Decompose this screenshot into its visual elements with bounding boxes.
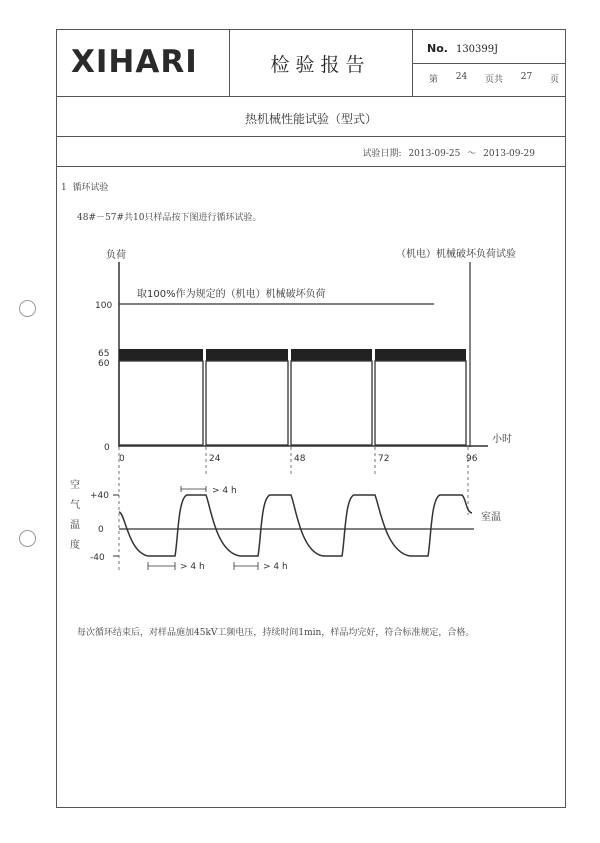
temp-axis-char: 气 [70,500,80,511]
temp-axis-char: 空 [70,480,80,491]
report-number-value: 130399J [455,44,499,55]
load-block [119,361,203,445]
x-tick-0: 0 [119,454,125,464]
duration-label: > 4 h [180,562,205,572]
tick-60: 60 [98,359,110,369]
duration-label: > 4 h [263,562,288,572]
test-date-label: 试验日期: [362,149,402,159]
x-tick-48: 48 [294,454,306,464]
page-text: 页共 [484,75,503,85]
tick-0: 0 [104,443,110,453]
x-tick-96: 96 [466,454,478,464]
page-current: 24 [455,72,468,82]
x-tick-72: 72 [378,454,390,464]
chart-title: （机电）机械破坏负荷试验 [396,249,516,260]
test-date-sep: ～ [467,149,477,159]
test-description: 48#－57#共10只样品按下图进行循环试验。 [77,213,262,223]
duration-label: > 4 h [212,486,237,496]
temp-tick-0: 0 [98,525,104,535]
page-text: 页 [549,75,559,85]
load-band [119,349,203,361]
load-annotation: 取100%作为规定的（机电）机械破坏负荷 [137,289,326,300]
load-block [291,361,372,445]
load-block [375,361,466,445]
report-title: 检验报告 [270,53,371,76]
load-band [291,349,372,361]
test-date-end: 2013-09-29 [483,149,535,159]
load-band [375,349,466,361]
temp-tick-plus40: +40 [90,491,109,501]
tick-65: 65 [98,349,110,359]
load-axis-label: 负荷 [106,250,126,261]
page-total: 27 [520,72,533,82]
temp-tick-minus40: -40 [90,553,105,563]
x-tick-24: 24 [209,454,221,464]
temp-axis-char: 度 [70,540,80,551]
x-unit-label: 小时 [492,434,512,445]
temp-axis-char: 温 [70,520,80,531]
load-block [206,361,288,445]
item-number: 1 [61,183,67,193]
tick-100: 100 [95,301,113,311]
conclusion-note: 每次循环结束后，对样品施加45kV工频电压，持续时间1min，样品均完好，符合标准规定，合格。 [77,628,475,638]
room-temp-label: 室温 [481,512,501,523]
report-number-label: No. [427,42,448,55]
company-logo: XIHARI [71,44,198,80]
section-title: 热机械性能试验（型式） [244,112,377,126]
item-name: 循环试验 [72,183,109,193]
page-text: 第 [429,75,439,85]
temperature-curve [119,495,472,556]
load-band [206,349,288,361]
test-date-start: 2013-09-25 [408,149,461,159]
